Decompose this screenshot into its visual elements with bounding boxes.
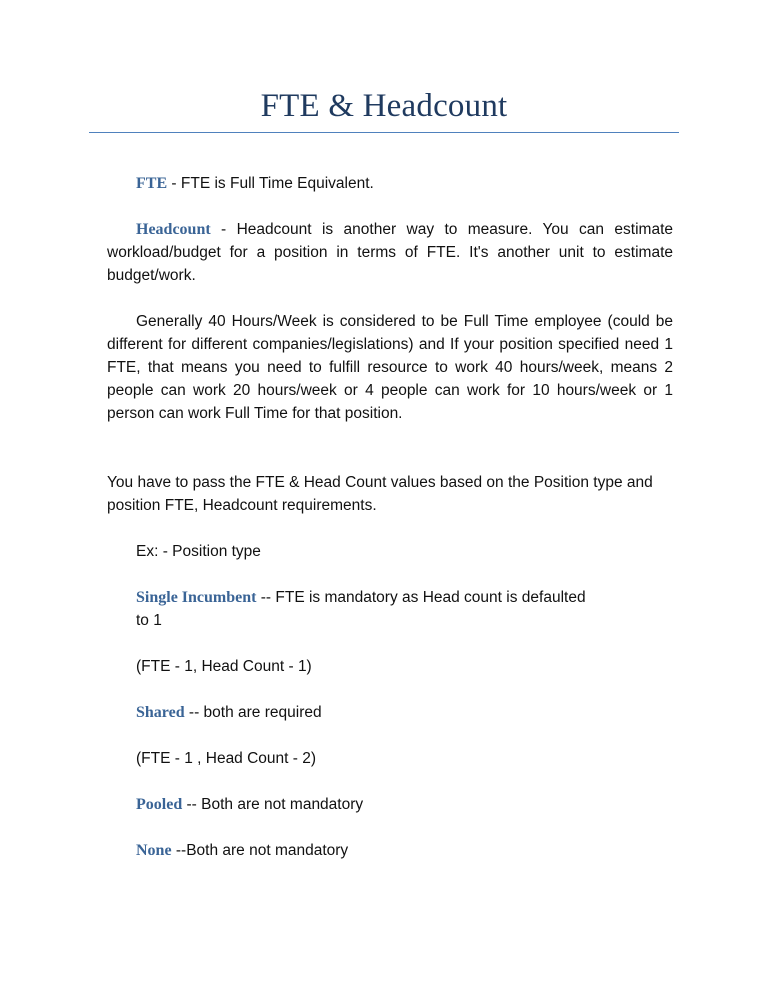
- title-underline: [89, 132, 679, 133]
- shared-example: (FTE - 1 , Head Count - 2): [136, 750, 317, 767]
- single-incumbent-example: (FTE - 1, Head Count - 1): [136, 658, 312, 675]
- none-text: --Both are not mandatory: [171, 842, 349, 859]
- pooled-text: -- Both are not mandatory: [182, 796, 364, 813]
- single-incumbent-line: [136, 586, 586, 609]
- pooled-line: [136, 793, 363, 816]
- shared-text: -- both are required: [184, 704, 322, 721]
- pass-paragraph: You have to pass the FTE & Head Count values based on the Position type and position FTE, Headcount requirements.: [107, 474, 653, 514]
- hours-paragraph: Generally 40 Hours/Week is considered to be Full Time employee (could be different for different companies/legislations) and If your position specified need 1 FTE, that means you need to fulfill resource to work 40 hours/week, means 2 people can work 20 hours/week or 4 people can work for 10 hours/week or 1 person can work Full Time for that position.: [107, 313, 673, 422]
- single-incumbent-text: -- FTE is mandatory as Head count is defaulted: [256, 589, 586, 606]
- single-incumbent-continuation: to 1: [136, 612, 162, 629]
- fte-text: - FTE is Full Time Equivalent.: [167, 175, 374, 192]
- headcount-term: Headcount: [136, 221, 211, 238]
- example-intro: Ex: - Position type: [136, 543, 261, 560]
- fte-definition: [107, 172, 673, 195]
- single-incumbent-term: Single Incumbent: [136, 589, 257, 606]
- shared-line: [136, 701, 322, 724]
- fte-term: FTE: [136, 175, 168, 192]
- headcount-text: - Headcount is another way to measure. You can estimate workload/budget for a position in terms of FTE. It's another unit to estimate budget/work.: [107, 221, 673, 284]
- page-title: FTE & Headcount: [260, 88, 508, 124]
- shared-term: Shared: [136, 704, 185, 721]
- pooled-term: Pooled: [136, 796, 183, 813]
- none-line: [136, 839, 348, 862]
- headcount-definition: [107, 218, 673, 287]
- none-term: None: [136, 842, 172, 859]
